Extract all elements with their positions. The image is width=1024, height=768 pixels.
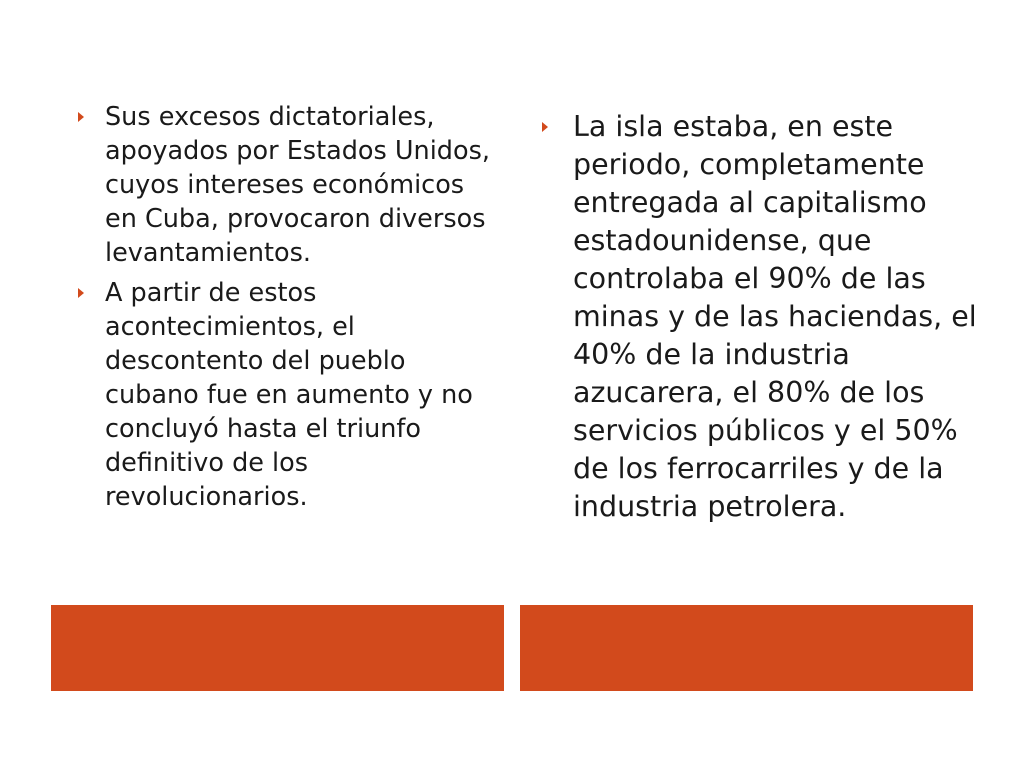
bullet-text: A partir de estos acontecimientos, el descontento del pueblo cubano fue en aumento y no concluyó hasta el triunfo definitivo de los revolucionarios. [105,278,473,512]
bullet-text: La isla estaba, en este periodo, completamente entregada al capitalismo estadounidense, que controlaba el 90% de las minas y de las haciendas, el 40% de la industria azucarera, el 80% de los servicios públicos y el 50% de los ferrocarriles y de la industria petrolera. [573,110,977,523]
triangle-right-icon [78,288,84,298]
list-item [76,276,496,514]
bullet-text: Sus excesos dictatoriales, apoyados por Estados Unidos, cuyos intereses económicos en Cuba, provocaron diversos levantamientos. [105,102,490,268]
triangle-right-icon [542,122,548,132]
list-item [540,108,980,526]
triangle-right-icon [78,112,84,122]
list-item [76,100,496,270]
right-bullet-list [540,108,980,532]
footer-bar-right [520,605,973,691]
left-bullet-list [76,100,496,520]
footer-bar-left [51,605,504,691]
